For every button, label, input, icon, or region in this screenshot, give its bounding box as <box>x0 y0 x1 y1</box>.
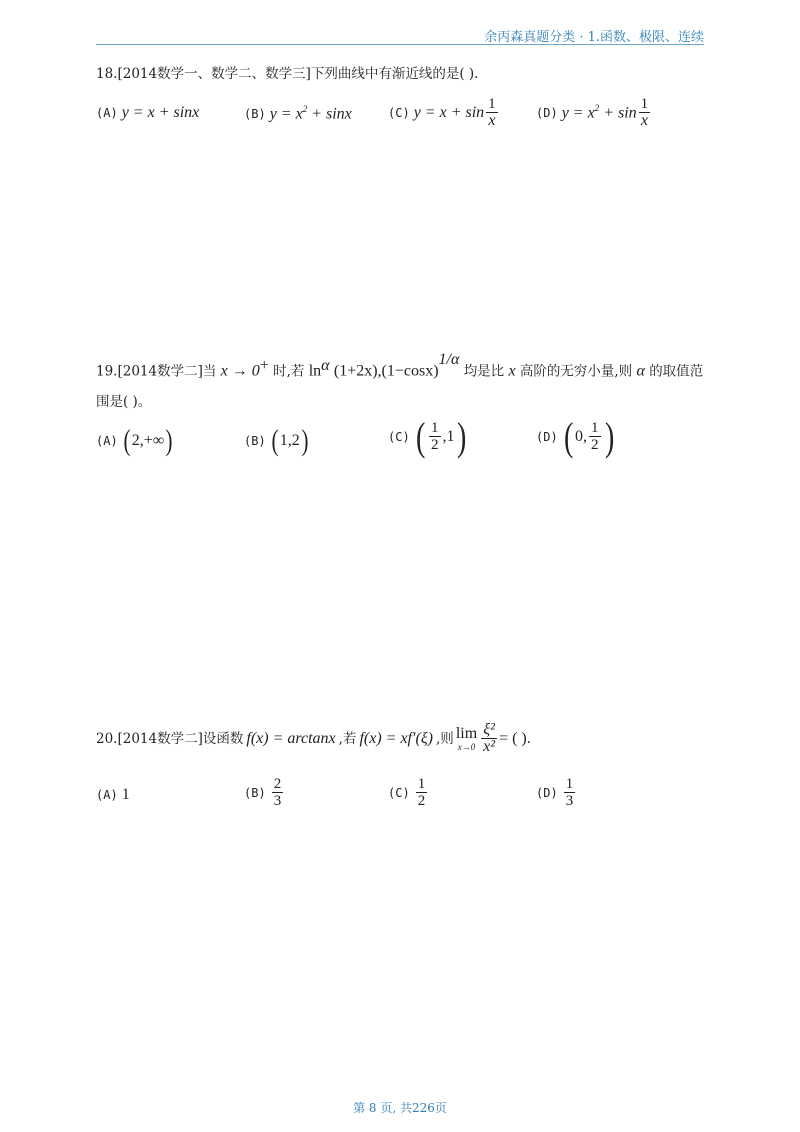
fraction: $\frac{1}{x}$ <box>488 96 496 129</box>
option-label: (C) <box>388 105 410 120</box>
option-expression: 2,+∞ <box>131 432 165 449</box>
option-expression: y = x + sin <box>413 103 485 121</box>
page-footer: 第 8 页, 共226页 <box>353 1101 447 1115</box>
header-title: 余丙森真题分类 · 1.函数、极限、连续 <box>484 30 704 45</box>
option-label: (A) <box>96 434 118 448</box>
question-20-option-d <box>536 776 577 809</box>
header-divider <box>96 44 704 45</box>
question-18-option-d <box>536 96 652 129</box>
option-label: (A) <box>96 788 118 802</box>
option-label: (B) <box>244 434 266 448</box>
fraction: $\frac{1}{2}$ <box>417 776 426 809</box>
option-label: (D) <box>536 785 558 800</box>
question-19-option-a: (A) ( 2,+∞ ) <box>96 424 173 457</box>
option-label: (D) <box>536 429 558 444</box>
option-label: (D) <box>536 105 558 120</box>
option-expression: y = x + sinx <box>121 104 200 121</box>
option-label: (C) <box>388 785 410 800</box>
option-label: (A) <box>96 106 118 120</box>
question-20-option-a <box>96 786 130 804</box>
question-18-option-c <box>388 96 500 129</box>
question-20-option-c <box>388 776 429 809</box>
fraction: $\frac{2}{3}$ <box>273 776 282 809</box>
fraction: $\frac{\text{ξ²}}{\text{x²}}$ <box>483 721 496 755</box>
question-18-option-b <box>244 104 352 123</box>
question-20-option-b <box>244 776 285 809</box>
question-19-option-c: (C) ( $\frac{1}{2}$ ,1 ) <box>388 413 466 459</box>
fraction: $\frac{1}{3}$ <box>565 776 574 809</box>
option-label: (B) <box>244 785 266 800</box>
option-expression: $y = x^2 + \sin x$ <box>269 104 352 123</box>
question-19-stem-continued: 围是( )。 <box>96 394 152 410</box>
option-label: (C) <box>388 429 410 444</box>
question-19-option-b: (B) ( 1,2 ) <box>244 424 309 457</box>
option-expression: $y = x^2 + \sin$ <box>561 102 637 122</box>
option-expression: 1 <box>121 786 130 803</box>
fraction: $\frac{1}{2}$ <box>431 420 439 453</box>
question-19-option-d: (D) ( 0, $\frac{1}{2}$ ) <box>536 413 614 459</box>
option-expression: 1,2 <box>279 432 300 449</box>
question-18-stem: 18.[2014数学一、数学二、数学三]下列曲线中有渐近线的是( ). <box>96 66 479 82</box>
question-20-stem: 20.[2014数学二]设函数 f(x) = arctanx ,若 f(x) = xf′(ξ) ,则 lim x→0 $\frac{\text{ξ²}}{\text{x²}}$ = ( ). <box>96 721 531 755</box>
question-19-stem: 19.[2014数学二]当 x → 0+ 时,若 $\ln^\alpha (1+2x),(1-\cos x)^{1/\alpha}$ 均是比 x 高阶的无穷小量,则 α 的取值范 <box>96 351 704 380</box>
option-label: (B) <box>244 106 266 121</box>
fraction: $\frac{1}{2}$ <box>591 420 599 453</box>
question-18-option-a <box>96 104 199 122</box>
fraction: $\frac{1}{x}$ <box>640 96 649 129</box>
